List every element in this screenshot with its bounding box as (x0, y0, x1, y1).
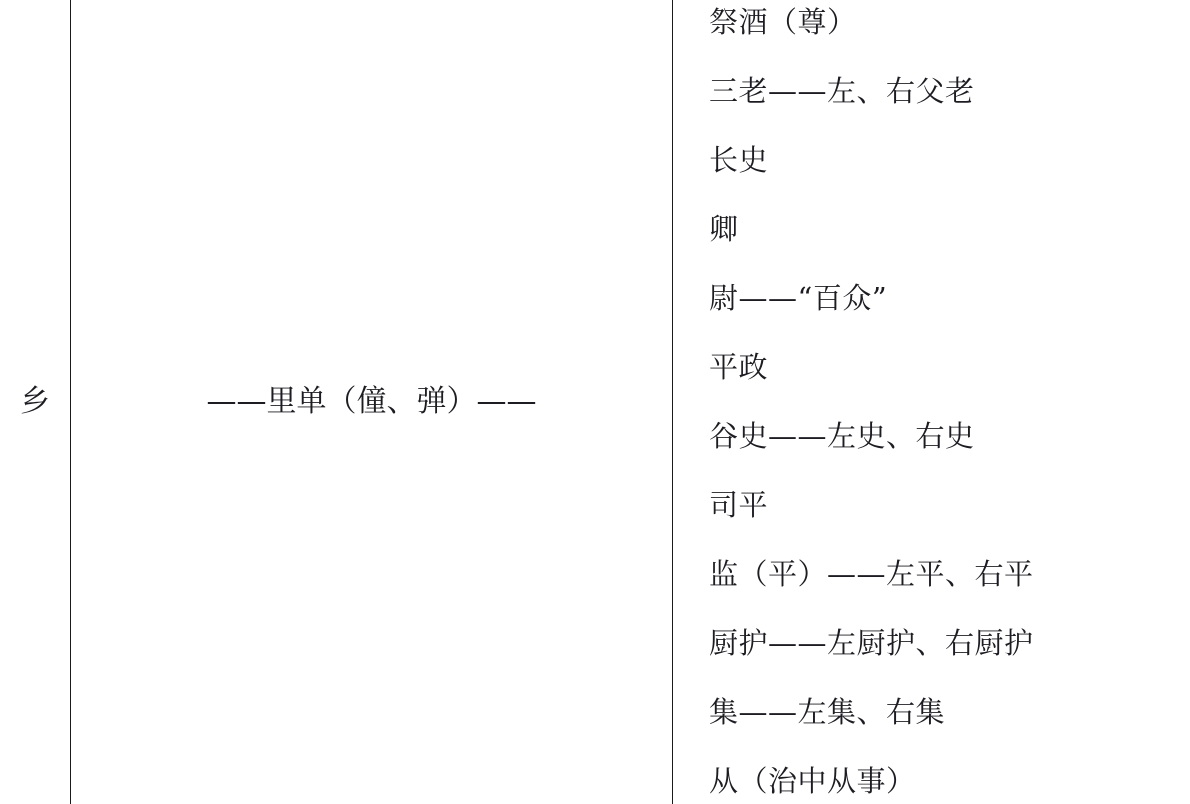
office-list-item: 卿 (709, 212, 739, 246)
office-list-item: 谷史——左史、右史 (709, 419, 975, 453)
office-list-item: 平政 (709, 350, 769, 384)
subdivision-label: ——里单（僮、弹）—— (206, 384, 537, 419)
office-list-item: 尉——“百众” (709, 281, 888, 315)
office-list-item: 祭酒（尊） (709, 5, 857, 39)
office-list-item: 厨护——左厨护、右厨护 (709, 626, 1034, 660)
office-list-item: 长史 (709, 143, 769, 177)
office-list-item: 监（平）——左平、右平 (709, 557, 1034, 591)
office-list-item: 三老——左、右父老 (709, 74, 975, 108)
office-list-item: 从（治中从事） (709, 764, 916, 798)
office-list-item: 集——左集、右集 (709, 695, 946, 729)
table-cell-offices (673, 0, 1190, 804)
office-list-item: 司平 (709, 488, 769, 522)
table-cell-subdivision (71, 0, 672, 804)
table-cell-unit (0, 0, 70, 804)
unit-label: 乡 (20, 384, 50, 419)
